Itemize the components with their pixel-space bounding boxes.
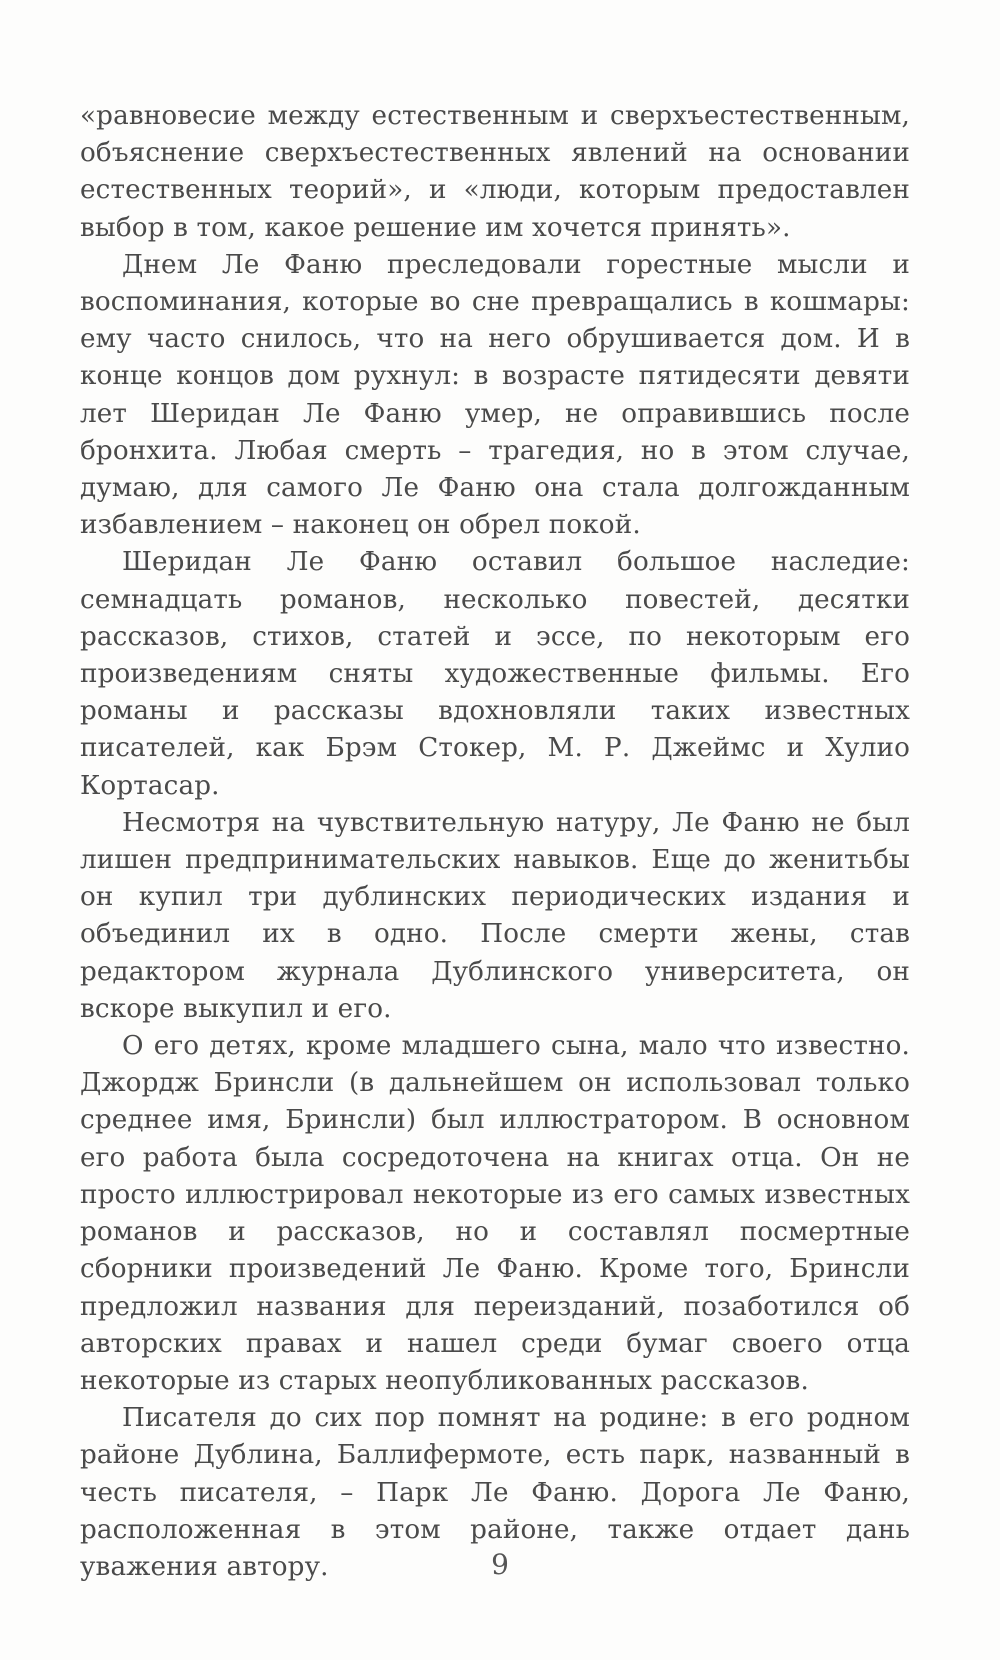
paragraph-4: Несмотря на чувствительную натуру, Ле Фаню не был лишен предпринимательских навыков. Еще до женитьбы он купил три дублинских периодических издания и объединил их в одно. После смерти жены, став редактором журнала Дублинского университета, он вскоре выкупил и его.	[80, 807, 910, 1024]
paragraph-5: О его детях, кроме младшего сына, мало что известно. Джордж Бринсли (в дальнейшем он использовал только среднее имя, Бринсли) был иллюстратором. В основном его работа была сосредоточена на книгах отца. Он не просто иллюстрировал некоторые из его самых известных романов и рассказов, но и составлял посмертные сборники произведений Ле Фаню. Кроме того, Бринсли предложил названия для переизданий, позаботился об авторских правах и нашел среди бумаг своего отца некоторые из старых неопубликованных рассказов.	[80, 1031, 910, 1396]
body-text	[80, 98, 910, 1586]
paragraph-6: Писателя до сих пор помнят на родине: в его родном районе Дублина, Баллифермоте, есть парк, названный в честь писателя, – Парк Ле Фаню. Дорога Ле Фаню, расположенная в этом районе, также отдает дань уважения автору.	[80, 1403, 910, 1582]
paragraph-1: «равновесие между естественным и сверхъестественным, объяснение сверхъестественных явлений на основании естественных теорий», и «люди, которым предоставлен выбор в том, какое решение им хочется принять».	[80, 101, 910, 243]
page-number: 9	[491, 1548, 509, 1581]
paragraph-3: Шеридан Ле Фаню оставил большое наследие: семнадцать романов, несколько повестей, десятки рассказов, стихов, статей и эссе, по некоторым его произведениям сняты художественные фильмы. Его романы и рассказы вдохновляли таких известных писателей, как Брэм Стокер, М. Р. Джеймс и Хулио Кортасар.	[80, 547, 910, 801]
paragraph-2: Днем Ле Фаню преследовали горестные мысли и воспоминания, которые во сне превращались в кошмары: ему часто снилось, что на него обрушивается дом. И в конце концов дом рухнул: в возрасте пятидесяти девяти лет Шеридан Ле Фаню умер, не оправившись после бронхита. Любая смерть – трагедия, но в этом случае, думаю, для самого Ле Фаню она стала долгожданным избавлением – наконец он обрел покой.	[80, 249, 910, 541]
